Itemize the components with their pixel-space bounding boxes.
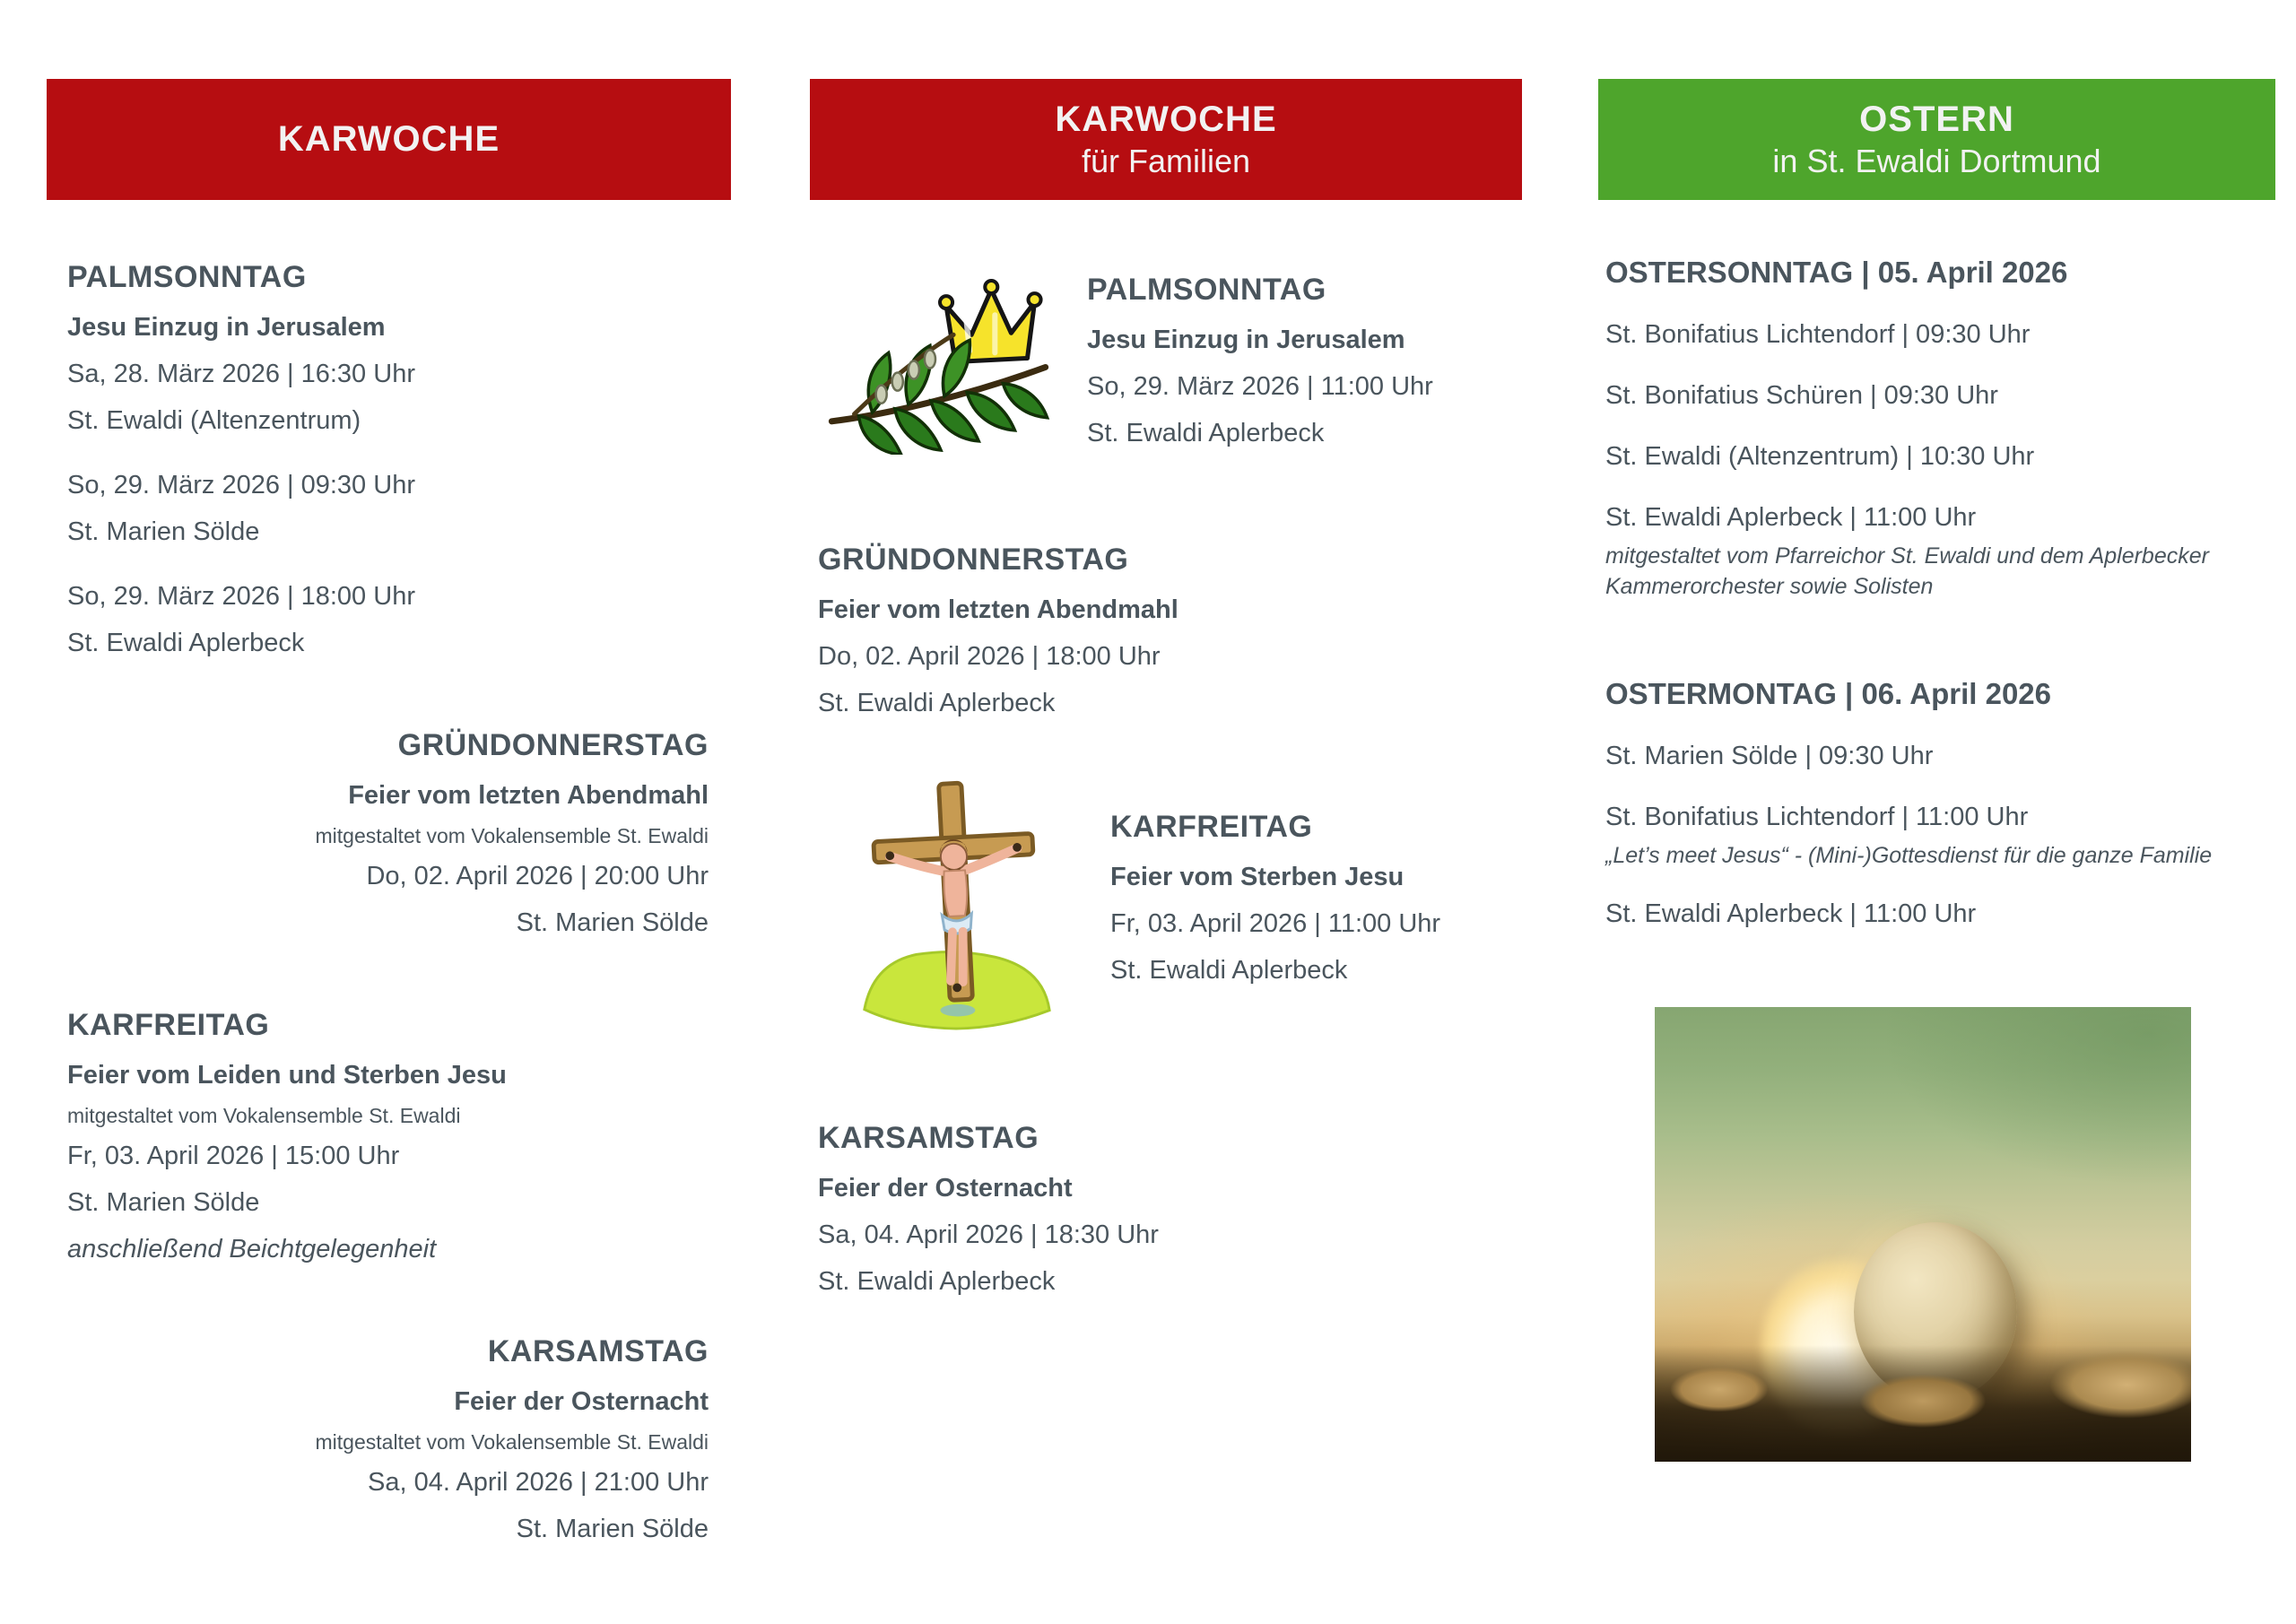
event-datetime: Sa, 04. April 2026 | 18:30 Uhr — [818, 1220, 1159, 1249]
section-title: KARFREITAG — [1110, 810, 1313, 844]
event-location: St. Marien Sölde — [67, 1188, 260, 1217]
section-gruendonnerstag — [67, 724, 709, 946]
event-location: St. Ewaldi (Altenzentrum) — [67, 406, 361, 435]
section-palmsonntag — [67, 256, 709, 666]
empty-tomb-photo — [1655, 1007, 2191, 1462]
event-datetime: So, 29. März 2026 | 09:30 Uhr — [67, 471, 415, 499]
section-karfreitag — [67, 1003, 709, 1272]
event — [67, 573, 709, 666]
event-datetime: So, 29. März 2026 | 11:00 Uhr — [1087, 372, 1433, 401]
palm-crown-icon — [818, 279, 1062, 455]
section-subtitle: Feier vom Leiden und Sterben Jesu — [67, 1061, 507, 1090]
event-datetime: Do, 02. April 2026 | 20:00 Uhr — [366, 862, 709, 890]
section-subtitle: Feier vom Sterben Jesu — [1110, 863, 1405, 891]
karwoche-header-title: KARWOCHE — [277, 119, 500, 160]
column-ostern — [1605, 254, 2276, 932]
section-title: KARFREITAG — [67, 1008, 270, 1042]
ostern-header-title: OSTERN — [1859, 100, 2014, 140]
service-item: St. Ewaldi Aplerbeck | 11:00 Uhr — [1605, 899, 1977, 928]
section-title: KARSAMSTAG — [818, 1121, 1039, 1155]
service-item: St. Bonifatius Lichtendorf | 11:00 Uhr — [1605, 803, 2029, 831]
event-location: St. Ewaldi Aplerbeck — [1087, 419, 1325, 447]
event-location: St. Marien Sölde — [67, 517, 260, 546]
event-location: St. Ewaldi Aplerbeck — [67, 629, 305, 657]
event-location: St. Ewaldi Aplerbeck — [818, 1267, 1056, 1296]
section-title: GRÜNDONNERSTAG — [818, 543, 1129, 577]
event — [67, 351, 709, 444]
event-location: St. Ewaldi Aplerbeck — [1110, 956, 1348, 985]
familien-header-subtitle: für Familien — [1081, 142, 1251, 179]
event-datetime: So, 29. März 2026 | 18:00 Uhr — [67, 582, 415, 611]
section-note: mitgestaltet vom Vokalensemble St. Ewaldi — [315, 824, 709, 847]
section-subtitle: Jesu Einzug in Jerusalem — [1087, 326, 1405, 354]
section-subtitle: Feier vom letzten Abendmahl — [818, 595, 1178, 624]
section-ostersonntag — [1605, 254, 2276, 602]
event — [67, 462, 709, 555]
event-datetime: Sa, 28. März 2026 | 16:30 Uhr — [67, 360, 415, 388]
section-title: GRÜNDONNERSTAG — [397, 728, 709, 762]
section-title: PALMSONNTAG — [67, 260, 307, 294]
event-datetime: Fr, 03. April 2026 | 11:00 Uhr — [1110, 909, 1441, 938]
event-location: St. Marien Sölde — [516, 908, 709, 937]
column-karwoche — [67, 256, 709, 1552]
familien-karfreitag-text — [1110, 805, 1440, 1031]
familien-section-palmsonntag — [818, 265, 1433, 456]
event-location: St. Ewaldi Aplerbeck — [818, 689, 1056, 717]
karwoche-header-band — [47, 79, 731, 200]
ostern-header-band — [1598, 79, 2275, 200]
service-item: St. Bonifatius Lichtendorf | 09:30 Uhr — [1605, 320, 2031, 349]
familien-section-gruendonnerstag — [818, 538, 1178, 726]
familien-palmsonntag-text — [1087, 268, 1433, 456]
section-title: OSTERSONNTAG | 05. April 2026 — [1605, 256, 2068, 289]
service-item: St. Marien Sölde | 09:30 Uhr — [1605, 742, 1934, 770]
event-datetime: Do, 02. April 2026 | 18:00 Uhr — [818, 642, 1161, 671]
section-ostermontag — [1605, 675, 2276, 932]
event-location: St. Marien Sölde — [516, 1515, 709, 1543]
section-karsamstag — [67, 1330, 709, 1552]
familien-section-karfreitag — [843, 769, 1440, 1031]
service-item: St. Ewaldi Aplerbeck | 11:00 Uhr — [1605, 503, 1977, 532]
karwoche-familien-header-band — [810, 79, 1522, 200]
section-note: mitgestaltet vom Vokalensemble St. Ewaldi — [67, 1104, 461, 1127]
section-title: OSTERMONTAG | 06. April 2026 — [1605, 677, 2052, 710]
service-note: „Let’s meet Jesus“ - (Mini-)Gottesdienst für die ganze Familie — [1605, 843, 2213, 868]
familien-header-title: KARWOCHE — [1055, 100, 1277, 140]
familien-section-karsamstag — [818, 1116, 1159, 1305]
section-subtitle: Jesu Einzug in Jerusalem — [67, 313, 386, 342]
section-subtitle: Feier der Osternacht — [454, 1387, 709, 1416]
rocky-ground — [1655, 1345, 2191, 1462]
section-note: mitgestaltet vom Vokalensemble St. Ewaldi — [315, 1430, 709, 1454]
event-datetime: Sa, 04. April 2026 | 21:00 Uhr — [368, 1468, 709, 1497]
section-subtitle: Feier vom letzten Abendmahl — [348, 781, 709, 810]
service-note: mitgestaltet vom Pfarreichor St. Ewaldi und dem Aplerbecker Kammerorchester sowie Solisten — [1605, 543, 2209, 599]
event-datetime: Fr, 03. April 2026 | 15:00 Uhr — [67, 1142, 400, 1170]
section-title: KARSAMSTAG — [487, 1334, 709, 1368]
section-subtitle: Feier der Osternacht — [818, 1174, 1073, 1203]
section-footnote: anschließend Beichtgelegenheit — [67, 1235, 437, 1264]
service-item: St. Bonifatius Schüren | 09:30 Uhr — [1605, 381, 1998, 410]
service-item: St. Ewaldi (Altenzentrum) | 10:30 Uhr — [1605, 442, 2035, 471]
ostern-header-subtitle: in St. Ewaldi Dortmund — [1772, 142, 2101, 179]
crucifix-icon — [843, 769, 1069, 1031]
section-title: PALMSONNTAG — [1087, 273, 1326, 307]
